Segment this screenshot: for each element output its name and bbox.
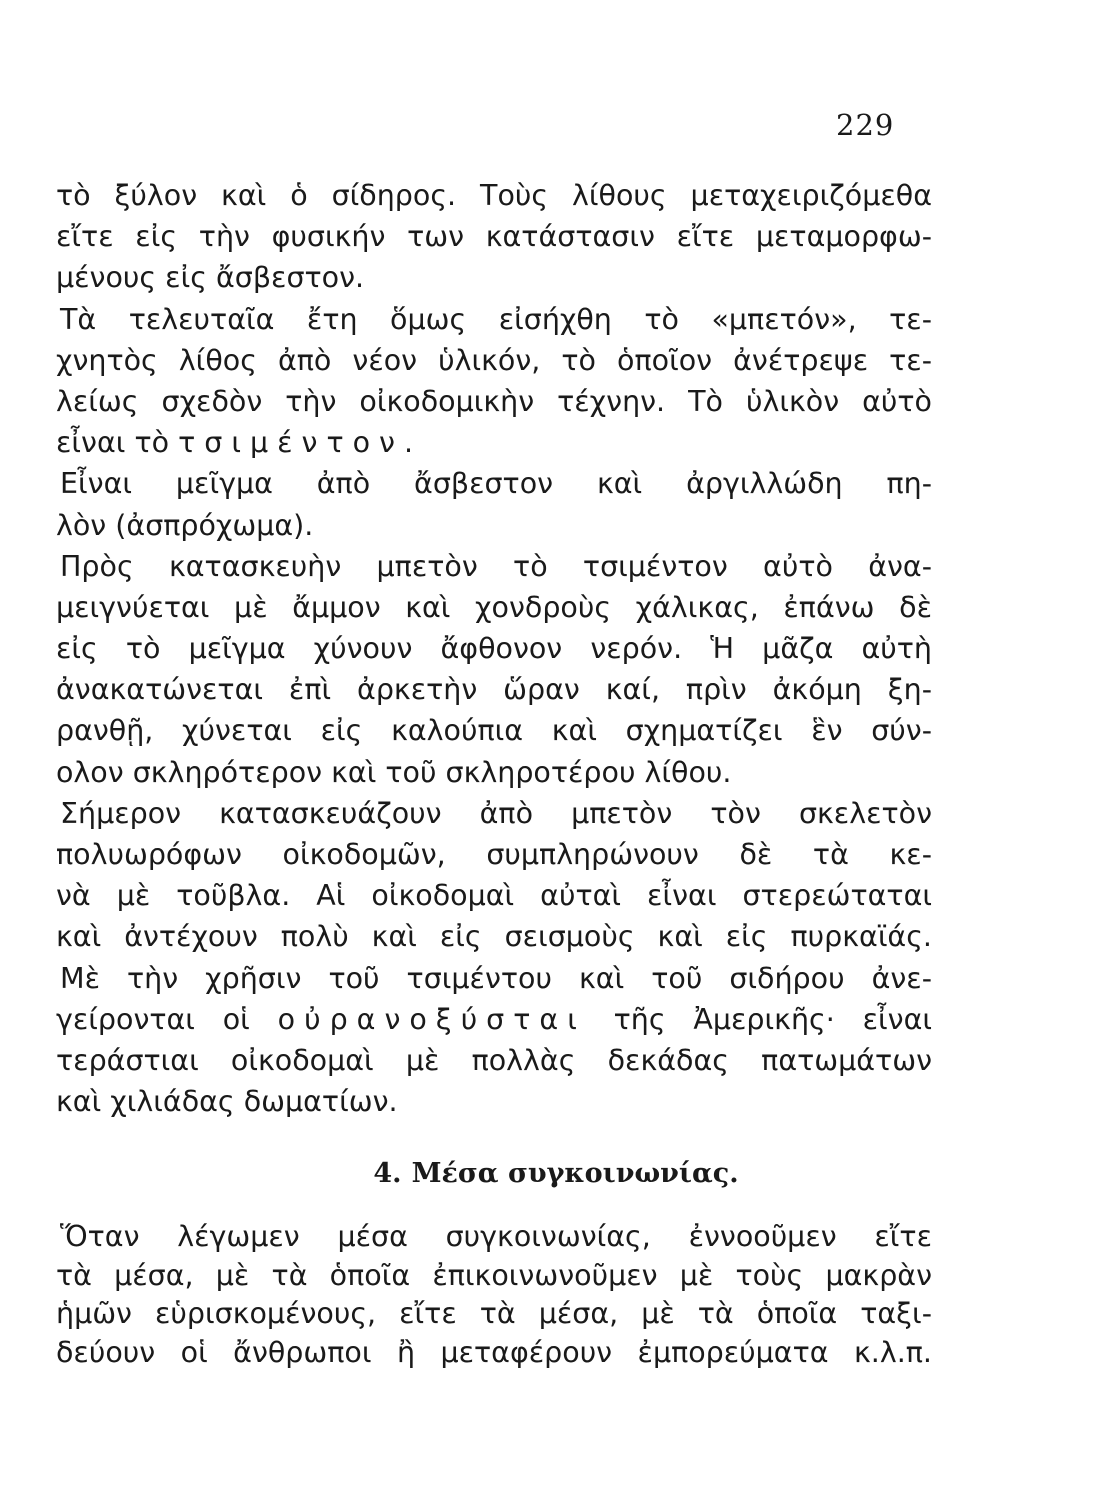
text-line: Πρὸς κατασκευὴν μπετὸν τὸ τσιμέντον αὐτὸ ἀνα- xyxy=(60,549,932,583)
text-line: Σήμερον κατασκευάζουν ἀπὸ μπετὸν τὸν σκελετὸν xyxy=(60,796,932,830)
text-line: καὶ χιλιάδας δωματίων. xyxy=(56,1085,398,1119)
text-line: τὰ μέσα, μὲ τὰ ὁποῖα ἐπικοινωνοῦμεν μὲ τοὺς μακρὰν xyxy=(56,1258,932,1292)
text-line: νὰ μὲ τοῦβλα. Αἱ οἰκοδομαὶ αὐταὶ εἶναι στερεώταται xyxy=(56,879,932,913)
section-heading xyxy=(0,1158,1112,1189)
body-text-bottom xyxy=(56,1218,932,1372)
page-number: 229 xyxy=(836,108,895,142)
text-fragment: τῆς Ἀμερικῆς· εἶναι xyxy=(585,1002,932,1036)
text-line: λείως σχεδὸν τὴν οἰκοδομικὴν τέχνην. Τὸ ὑλικὸν αὐτὸ xyxy=(56,384,932,418)
text-line: μένους εἰς ἄσβεστον. xyxy=(56,261,365,295)
text-line: εἴτε εἰς τὴν φυσικήν των κατάστασιν εἴτε μεταμορφω- xyxy=(56,220,932,254)
text-line: Μὲ τὴν χρῆσιν τοῦ τσιμέντου καὶ τοῦ σιδήρου ἀνε- xyxy=(60,961,932,995)
text-line: ρανθῇ, χύνεται εἰς καλούπια καὶ σχηματίζει ἓν σύν- xyxy=(56,714,932,748)
text-line xyxy=(56,422,932,463)
text-line xyxy=(56,999,932,1040)
text-line: Ὅταν λέγωμεν μέσα συγκοινωνίας, ἐννοοῦμεν εἴτε xyxy=(60,1220,932,1253)
text-line: εἰς τὸ μεῖγμα χύνουν ἄφθονον νερόν. Ἡ μᾶζα αὐτὴ xyxy=(56,632,932,666)
text-line: τὸ ξύλον καὶ ὁ σίδηρος. Τοὺς λίθους μεταχειριζόμεθα xyxy=(56,179,932,212)
text-line: χνητὸς λίθος ἀπὸ νέον ὑλικόν, τὸ ὁποῖον ἀνέτρεψε τε- xyxy=(56,343,932,377)
text-line: Εἶναι μεῖγμα ἀπὸ ἄσβεστον καὶ ἀργιλλώδη πη- xyxy=(60,467,932,501)
text-line: ἡμῶν εὑρισκομένους, εἴτε τὰ μέσα, μὲ τὰ ὁποῖα ταξι- xyxy=(56,1297,932,1330)
text-fragment: γείρονται οἱ xyxy=(56,1002,278,1036)
body-text-top xyxy=(56,175,932,1122)
text-fragment: εἶναι τὸ xyxy=(56,426,179,460)
section-title: Μέσα συγκοινωνίας. xyxy=(411,1158,739,1189)
section-number: 4. xyxy=(373,1158,402,1189)
emphasized-term: τσιμέντον. xyxy=(178,426,423,460)
text-line: μειγνύεται μὲ ἄμμον καὶ χονδροὺς χάλικας, ἐπάνω δὲ xyxy=(56,590,932,624)
text-line: Τὰ τελευταῖα ἔτη ὅμως εἰσήχθη τὸ «μπετόν», τε- xyxy=(60,302,932,336)
text-line: ἀνακατώνεται ἐπὶ ἀρκετὴν ὥραν καί, πρὶν ἀκόμη ξη- xyxy=(56,673,932,707)
text-line: λὸν (ἀσπρόχωμα). xyxy=(56,508,314,542)
text-line: ολον σκληρότερον καὶ τοῦ σκληροτέρου λίθου. xyxy=(56,755,732,789)
emphasized-term: οὐρανοξύσται xyxy=(277,1002,586,1036)
text-line: τεράστιαι οἰκοδομαὶ μὲ πολλὰς δεκάδας πατωμάτων xyxy=(56,1043,932,1077)
text-line: καὶ ἀντέχουν πολὺ καὶ εἰς σεισμοὺς καὶ εἰς πυρκαϊάς. xyxy=(56,920,932,954)
text-line: πολυωρόφων οἰκοδομῶν, συμπληρώνουν δὲ τὰ κε- xyxy=(56,838,932,871)
text-line: δεύουν οἱ ἄνθρωποι ἢ μεταφέρουν ἐμπορεύματα κ.λ.π. xyxy=(56,1335,932,1369)
